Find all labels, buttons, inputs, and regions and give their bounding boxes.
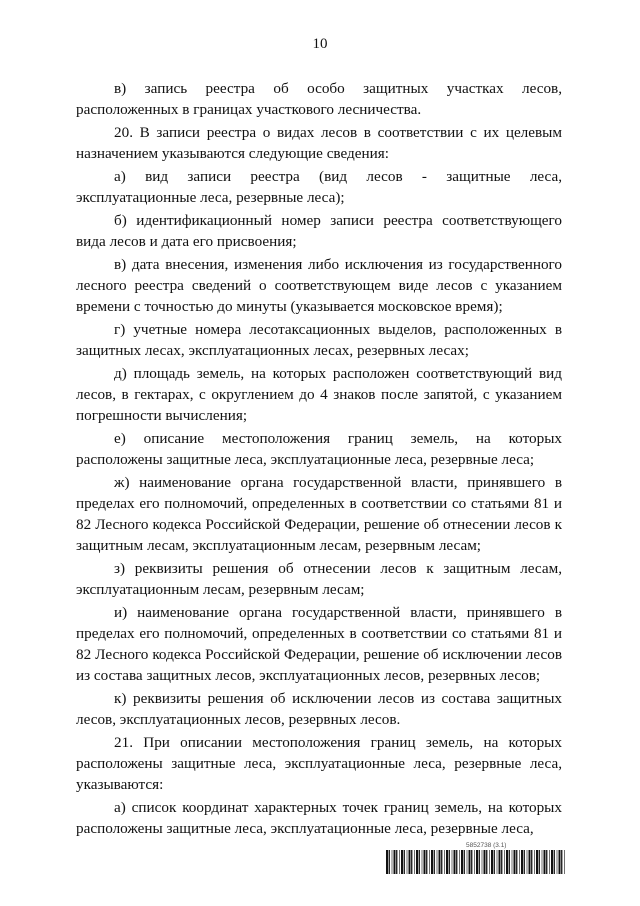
paragraph: б) идентификационный номер записи реестра соответствующего вида лесов и дата его присвоения; (76, 212, 562, 250)
paragraph: ж) наименование органа государственной власти, принявшего в пределах его полномочий, определенных в соответствии со статьями 81 и 82 Лесного кодекса Российской Федерации, решение об отнесении лесов к защитным лесам, эксплуатационным лесам, резервным лесам; (76, 474, 562, 554)
paragraph: е) описание местоположения границ земель, на которых расположены защитные леса, эксплуатационные леса, резервные леса; (76, 430, 562, 468)
document-body (76, 78, 562, 841)
paragraph: 21. При описании местоположения границ земель, на которых расположены защитные леса, эксплуатационные леса, резервные леса, указываются: (76, 734, 562, 793)
paragraph: д) площадь земель, на которых расположен соответствующий вид лесов, в гектарах, с округлением до 4 знаков после запятой, с указанием погрешности вычисления; (76, 365, 562, 424)
paragraph: в) дата внесения, изменения либо исключения из государственного лесного реестра сведений о соответствующем виде лесов с указанием времени с точностью до минуты (указывается московское время); (76, 256, 562, 315)
paragraph: з) реквизиты решения об отнесении лесов к защитным лесам, эксплуатационным лесам, резервным лесам; (76, 560, 562, 598)
paragraph: г) учетные номера лесотаксационных выделов, расположенных в защитных лесах, эксплуатационных лесах, резервных лесах; (76, 321, 562, 359)
page-number: 10 (312, 36, 328, 52)
paragraph: а) вид записи реестра (вид лесов - защитные леса, эксплуатационные леса, резервные леса); (76, 168, 562, 206)
barcode-id: 5852738 (3.1) (466, 842, 507, 849)
barcode (386, 850, 566, 874)
paragraph: к) реквизиты решения об исключении лесов из состава защитных лесов, эксплуатационных лесов, резервных лесов. (76, 690, 562, 728)
paragraph: 20. В записи реестра о видах лесов в соответствии с их целевым назначением указываются следующие сведения: (76, 124, 562, 162)
paragraph: а) список координат характерных точек границ земель, на которых расположены защитные леса, эксплуатационные леса, резервные леса, (76, 799, 562, 837)
paragraph: в) запись реестра об особо защитных участках лесов, расположенных в границах участкового лесничества. (76, 80, 562, 118)
paragraph: и) наименование органа государственной власти, принявшего в пределах его полномочий, определенных в соответствии со статьями 81 и 82 Лесного кодекса Российской Федерации, решение об исключении лесов из состава защитных лесов, эксплуатационных лесов, резервных лесов; (76, 604, 562, 684)
